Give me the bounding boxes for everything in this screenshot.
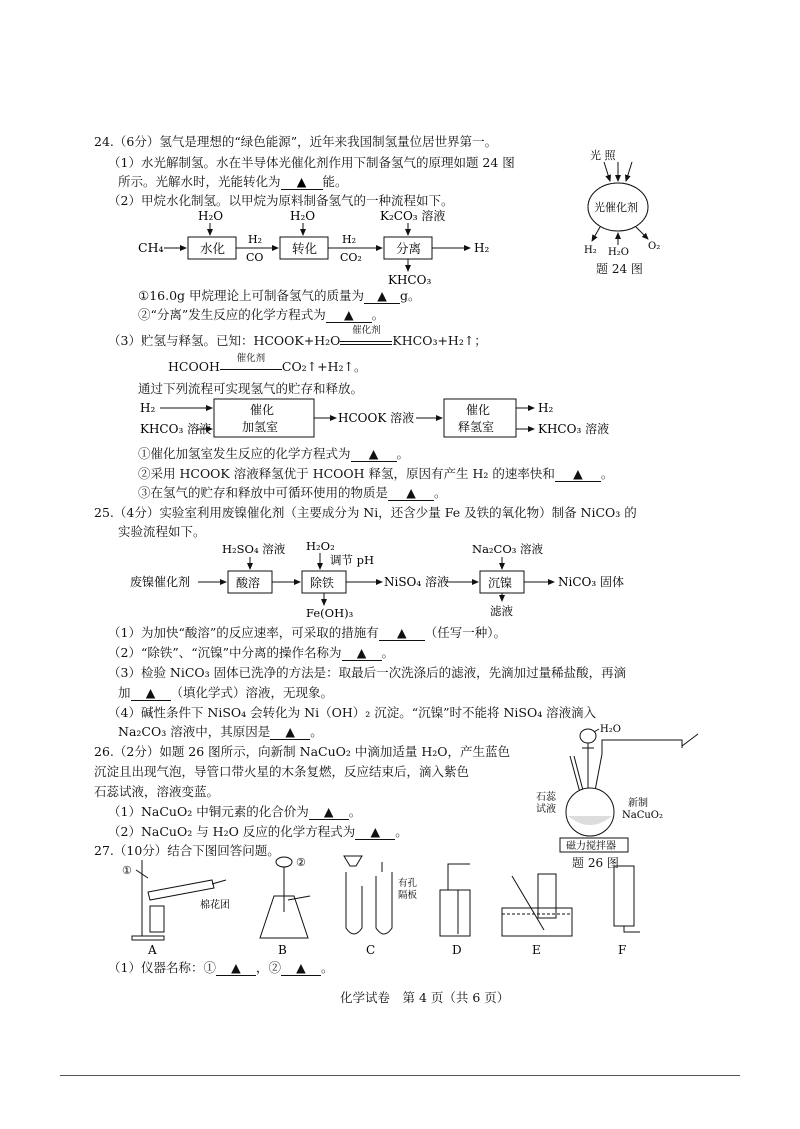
fig26-h2o: H₂O — [600, 724, 621, 735]
figure-26-caption: 题 26 图 — [572, 856, 619, 870]
q25-heading-1: 25.（4分）实验室利用废镍催化剂（主要成分为 Ni，还含少量 Fe 及铁的氧化物）制备 NiCO₃ 的 — [94, 505, 637, 520]
q24-t1: ①催化加氢室发生反应的化学方程式为 ▲ 。 — [138, 446, 410, 461]
flow-in1: H₂O — [198, 209, 224, 223]
label-d: D — [452, 943, 462, 956]
q25-a4-line2: Na₂CO₃ 溶液中，其原因是 ▲ 。 — [118, 724, 323, 739]
q24-t3: ③在氢气的贮存和释放中可循环使用的物质是 ▲ 。 — [138, 485, 447, 500]
flow25-in2b: 调节 pH — [330, 553, 375, 567]
page-footer: 化学试卷 第 4 页（共 6 页） — [340, 990, 510, 1005]
q26-a2: （2）NaCuO₂ 与 H₂O 反应的化学方程式为 ▲ 。 — [108, 824, 408, 839]
flow25-mid: NiSO₄ 溶液 — [384, 575, 450, 589]
q24-part3-desc: 通过下列流程可实现氢气的贮存和释放。 — [138, 381, 364, 396]
q24-part1-line2: 所示。光解水时，光能转化为 ▲ 能。 — [118, 174, 348, 189]
boxA1: 催化 — [250, 403, 275, 417]
box-separation-label: 分离 — [396, 241, 422, 256]
box-hydration-label: 水化 — [200, 241, 226, 256]
q24-t2: ②采用 HCOOK 溶液释氢优于 HCOOH 释氢，原因有产生 H₂ 的速率快和 ▲ 。 — [138, 466, 614, 481]
flow-in3: K₂CO₃ 溶液 — [380, 209, 446, 223]
fig26-litmus2: 试液 — [536, 804, 556, 815]
fig26-new: 新制 — [628, 798, 648, 809]
fig24-o2: O₂ — [648, 241, 661, 252]
bottom-rule — [60, 1075, 740, 1076]
q25-a4-line1: （4）碱性条件下 NiSO₄ 会转化为 Ni（OH）₂ 沉淀。“沉镍”时不能将 NiSO₄ 溶液滴入 — [108, 705, 597, 720]
apparatus-c — [344, 856, 418, 956]
boxA2: 加氢室 — [242, 420, 279, 434]
flow-mid2a: H₂ — [342, 233, 357, 246]
label-f: F — [618, 943, 627, 956]
q27-heading: 27.（10分）结合下图回答问题。 — [94, 843, 280, 858]
figure-24-photocatalyst — [570, 145, 680, 260]
flow2-h2in: H₂ — [140, 401, 156, 415]
flow25-end: NiCO₃ 固体 — [558, 575, 624, 589]
flow-mid1a: H₂ — [248, 233, 263, 246]
q24-part2: （2）甲烷水化制氢。以甲烷为原料制备氢气的一种流程如下。 — [108, 193, 454, 208]
flow-mid1b: CO — [246, 251, 264, 264]
apparatus-c-text2: 隔板 — [398, 890, 418, 901]
flow25-start: 废镍催化剂 — [130, 575, 191, 589]
q27-a1: （1）仪器名称：① ▲ ，② ▲ 。 — [108, 960, 334, 975]
flow25-down2: 滤液 — [490, 604, 513, 618]
q24-sub1: ①16.0g 甲烷理论上可制备氢气的质量为 ▲ g。 — [138, 288, 421, 303]
q24-part3-eq2: HCOOH 催化剂 CO₂↑+H₂↑。 — [168, 353, 367, 374]
boxB2: 释氢室 — [458, 420, 495, 434]
flow-mid2b: CO₂ — [340, 251, 362, 264]
box-remove-iron-label: 除铁 — [310, 576, 335, 590]
q26-line2: 沉淀且出现气泡，导管口带火星的木条复燃，反应结束后，滴入紫色 — [94, 764, 470, 779]
flow-down: KHCO₃ — [388, 273, 432, 287]
hydrogen-storage-flow — [138, 397, 638, 441]
q25-heading-2: 实验流程如下。 — [118, 524, 206, 539]
fig26-stirrer: 磁力搅拌器 — [566, 841, 616, 852]
q25-a1: （1）为加快“酸溶”的反应速率，可采取的措施有 ▲ （任写一种）。 — [108, 625, 507, 640]
methane-flow-diagram — [130, 205, 550, 287]
q25-a3-line1: （3）检验 NiCO₃ 固体已洗净的方法是：取最后一次洗涤后的滤液，先滴加过量稀盐酸，再滴 — [108, 665, 627, 680]
fig26-naco: NaCuO₂ — [622, 810, 664, 821]
boxB1: 催化 — [466, 403, 491, 417]
flow2-khco3out: KHCO₃ 溶液 — [538, 422, 610, 436]
flow25-in2a: H₂O₂ — [306, 539, 335, 553]
apparatus-a-cotton: 棉花团 — [200, 900, 230, 911]
figure-26-apparatus — [530, 718, 710, 854]
q24-part1-line1: （1）水光解制氢。水在半导体光催化剂作用下制备氢气的原理如题 24 图 — [108, 155, 515, 170]
q25-a3-line2: 加 ▲ （填化学式）溶液，无现象。 — [118, 685, 334, 700]
apparatus-b-circle2: ② — [296, 856, 306, 869]
apparatus-a-circle1: ① — [122, 864, 132, 877]
q26-line3: 石蕊试液，溶液变蓝。 — [94, 784, 220, 799]
flow-out: H₂ — [474, 241, 490, 255]
flow25-down1: Fe(OH)₃ — [306, 606, 354, 619]
figure-24-caption: 题 24 图 — [596, 262, 643, 276]
flow2-khco3in: KHCO₃ 溶液 — [140, 422, 212, 436]
apparatus-e — [502, 874, 572, 956]
apparatus-d — [440, 864, 470, 956]
q24-heading: 24.（6分）氢气是理想的“绿色能源”，近年来我国制氢量位居世界第一。 — [94, 134, 498, 149]
apparatus-row — [118, 852, 678, 956]
fig24-h2: H₂ — [584, 245, 597, 256]
q26-line1: 26.（2分）如题 26 图所示，向新制 NaCuO₂ 中滴加适量 H₂O，产生蓝色 — [94, 744, 511, 759]
fig24-h2o: H₂O — [608, 247, 629, 258]
fig24-light: 光 照 — [590, 149, 616, 162]
apparatus-a — [122, 860, 230, 956]
flow-in2: H₂O — [290, 209, 316, 223]
flow2-mid: HCOOK 溶液 — [338, 411, 415, 425]
box-acid-dissolve-label: 酸溶 — [236, 576, 261, 590]
q26-a1: （1）NaCuO₂ 中铜元素的化合价为 ▲ 。 — [108, 804, 362, 819]
flow25-in3: Na₂CO₃ 溶液 — [472, 542, 544, 556]
apparatus-b — [260, 856, 310, 956]
fig26-litmus1: 石蕊 — [536, 792, 556, 803]
flow25-in1: H₂SO₄ 溶液 — [222, 542, 286, 556]
answer-blank-mark: ▲ — [296, 174, 307, 189]
label-a: A — [148, 943, 157, 956]
apparatus-f — [614, 866, 640, 956]
q24-sub2: ②“分离”发生反应的化学方程式为 ▲ 。 — [138, 307, 385, 322]
nickel-flow-diagram — [128, 537, 668, 619]
label-e: E — [532, 943, 541, 956]
fig24-catalyst: 光催化剂 — [594, 201, 638, 214]
flow2-h2out: H₂ — [538, 401, 554, 415]
label-b: B — [278, 943, 287, 956]
q24-part3-eq1: （3）贮氢与释氢。已知：HCOOK+H₂O 催化剂 KHCO₃+H₂↑； — [108, 325, 487, 348]
apparatus-c-text1: 有孔 — [398, 878, 418, 889]
label-c: C — [366, 943, 376, 956]
q25-a2: （2）“除铁”、“沉镍”中分离的操作名称为 ▲ 。 — [108, 645, 395, 660]
box-conversion-label: 转化 — [292, 241, 318, 256]
flow-ch4: CH₄ — [138, 240, 164, 255]
box-precipitate-label: 沉镍 — [488, 576, 513, 590]
